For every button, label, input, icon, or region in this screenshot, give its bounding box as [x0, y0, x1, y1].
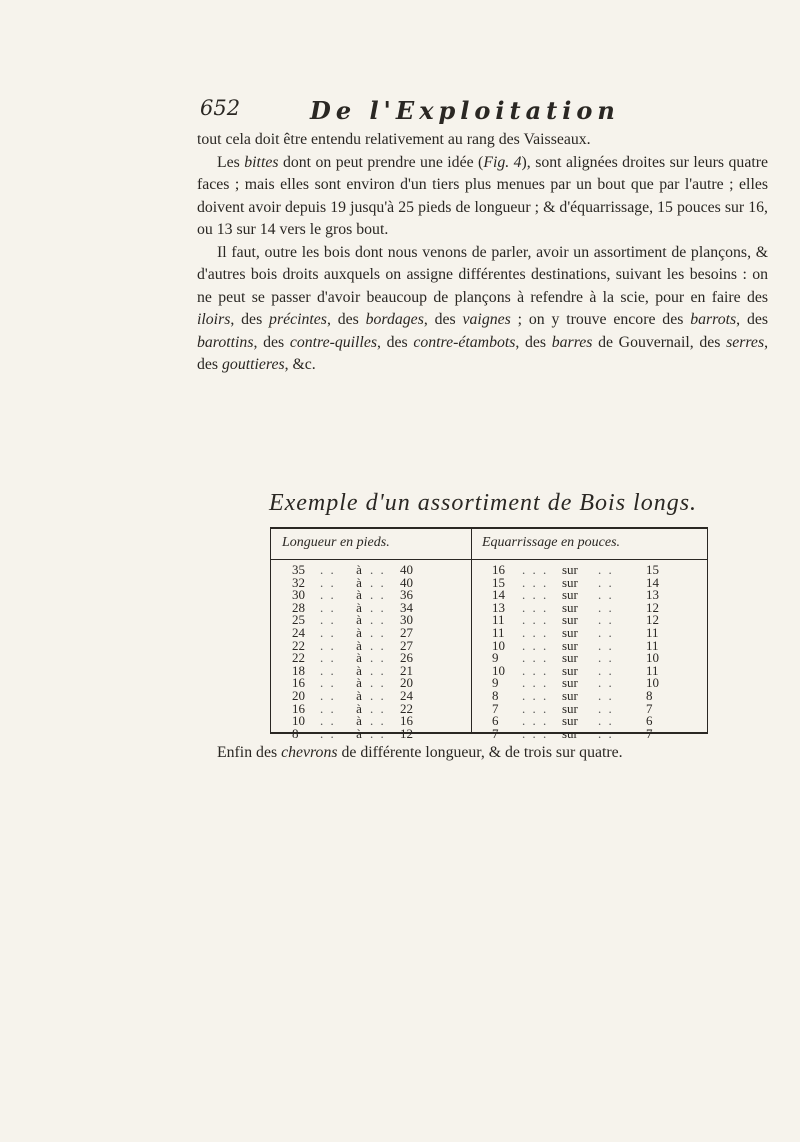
- leader-dots: . .: [370, 562, 386, 577]
- word-a: à: [356, 612, 362, 628]
- length-to: 27: [400, 637, 413, 653]
- length-from: 25: [292, 612, 305, 628]
- leader-dots: . .: [370, 624, 386, 640]
- length-to: 24: [400, 687, 413, 703]
- leader-dots: . .: [370, 713, 386, 729]
- text-run: , des: [376, 333, 414, 351]
- leader-dots: . . .: [522, 599, 549, 615]
- leader-dots: . .: [320, 700, 336, 716]
- paragraph: [197, 152, 768, 242]
- squaring-a: 6: [492, 713, 499, 729]
- text-run: Enfin des: [217, 744, 282, 761]
- length-to: 40: [400, 574, 413, 590]
- leader-dots: . .: [320, 637, 336, 653]
- italic-term: bordages: [365, 311, 424, 328]
- leader-dots: . . .: [522, 675, 549, 691]
- leader-dots: . .: [320, 725, 336, 741]
- leader-dots: . . .: [522, 713, 549, 729]
- word-a: à: [356, 599, 362, 615]
- leader-dots: . .: [598, 725, 614, 741]
- length-from: 30: [292, 587, 305, 603]
- leader-dots: . .: [598, 599, 614, 615]
- word-a: à: [356, 687, 362, 703]
- leader-dots: . .: [598, 700, 614, 716]
- length-from: 24: [292, 624, 305, 640]
- leader-dots: . . .: [522, 650, 549, 666]
- squaring-b: 7: [646, 700, 653, 716]
- word-a: à: [356, 725, 362, 741]
- text-run: dont on peut prendre une idée (: [278, 153, 484, 171]
- leader-dots: . .: [598, 612, 614, 628]
- leader-dots: . .: [320, 650, 336, 666]
- squaring-a: 9: [492, 650, 499, 666]
- leader-dots: . .: [598, 662, 614, 678]
- header-rule: [270, 559, 708, 560]
- text-run: de Gouvernail, des: [592, 333, 727, 351]
- word-a: à: [356, 637, 362, 653]
- italic-term: contre-étambots: [413, 333, 516, 351]
- squaring-a: 10: [492, 637, 505, 653]
- length-to: 26: [400, 650, 413, 666]
- squaring-b: 12: [646, 612, 659, 628]
- leader-dots: . .: [320, 624, 336, 640]
- length-from: 16: [292, 675, 305, 691]
- italic-term: barres: [551, 333, 593, 351]
- leader-dots: . . .: [522, 624, 549, 640]
- text-run: de différente longueur, & de trois sur quatre.: [337, 744, 623, 761]
- word-a: à: [356, 700, 362, 716]
- leader-dots: . .: [320, 687, 336, 703]
- squaring-a: 14: [492, 587, 505, 603]
- leader-dots: . .: [320, 574, 336, 590]
- length-from: 20: [292, 687, 305, 703]
- leader-dots: . .: [320, 675, 336, 691]
- word-sur: sur: [562, 587, 578, 603]
- text-run: , des: [736, 311, 768, 328]
- word-a: à: [356, 713, 362, 729]
- leader-dots: . .: [598, 687, 614, 703]
- running-head: [200, 96, 660, 130]
- length-from: 18: [292, 662, 305, 678]
- paragraph: [197, 129, 768, 152]
- leader-dots: . .: [370, 725, 386, 741]
- squaring-a: 16: [492, 562, 505, 577]
- paragraph: [197, 242, 768, 377]
- italic-term: Fig. 4: [483, 153, 522, 171]
- leader-dots: . .: [598, 624, 614, 640]
- text-run: Il faut, outre les bois dont nous venons de parler, avoir un assortiment de plançons, & d'autres bois droits auxquels on assigne différentes destinations, suivant les besoins : on ne peut se passer d'avoir beaucoup de plançons à refendre à la scie, pour en faire des: [197, 243, 768, 306]
- length-to: 30: [400, 612, 413, 628]
- squaring-b: 10: [646, 650, 659, 666]
- word-sur: sur: [562, 637, 578, 653]
- text-run: ), sont alignées droites sur leurs quatre faces ; mais elles sont environ d'un tiers plus menues par un bout que par l'autre ; elles doivent avoir depuis 19 jusqu'à 25 pieds de longueur ; & d'équarrissage, 15 pouces sur 16, ou 13 sur 14 vers le gros bout.: [197, 153, 768, 238]
- squaring-b: 12: [646, 599, 659, 615]
- leader-dots: . .: [598, 587, 614, 603]
- length-to: 36: [400, 587, 413, 603]
- squaring-b: 11: [646, 637, 659, 653]
- text-run: tout cela doit être entendu relativement au rang des Vaisseaux.: [197, 131, 591, 148]
- assortment-table: [270, 527, 708, 741]
- squaring-a: 9: [492, 675, 499, 691]
- italic-term: barottins: [197, 333, 254, 351]
- word-sur: sur: [562, 675, 578, 691]
- squaring-a: 10: [492, 662, 505, 678]
- squaring-b: 15: [646, 562, 659, 577]
- squaring-b: 7: [646, 725, 653, 741]
- italic-term: vaignes: [462, 311, 511, 328]
- text-run: , des: [326, 311, 366, 328]
- leader-dots: . .: [370, 650, 386, 666]
- length-to: 40: [400, 562, 413, 577]
- length-to: 22: [400, 700, 413, 716]
- word-a: à: [356, 587, 362, 603]
- length-to: 34: [400, 599, 413, 615]
- column-header-squaring: Equarrissage en pouces.: [482, 535, 621, 550]
- word-a: à: [356, 650, 362, 666]
- leader-dots: . .: [370, 599, 386, 615]
- leader-dots: . .: [370, 612, 386, 628]
- length-from: 35: [292, 562, 305, 577]
- leader-dots: . . .: [522, 587, 549, 603]
- leader-dots: . .: [370, 574, 386, 590]
- leader-dots: . .: [320, 562, 336, 577]
- text-run: ; on y trouve encore des: [510, 311, 691, 328]
- italic-term: contre-quilles: [289, 333, 377, 351]
- leader-dots: . . .: [522, 700, 549, 716]
- word-sur: sur: [562, 725, 578, 741]
- length-from: 32: [292, 574, 305, 590]
- italic-term: bittes: [244, 153, 279, 171]
- length-to: 20: [400, 675, 413, 691]
- word-sur: sur: [562, 687, 578, 703]
- leader-dots: . .: [370, 587, 386, 603]
- leader-dots: . . .: [522, 687, 549, 703]
- italic-term: serres: [726, 333, 765, 351]
- leader-dots: . . .: [522, 725, 549, 741]
- running-head-title: De l'Exploitation: [310, 96, 620, 125]
- italic-term: précintes: [269, 311, 327, 328]
- leader-dots: . .: [370, 675, 386, 691]
- squaring-b: 14: [646, 574, 659, 590]
- squaring-b: 8: [646, 687, 653, 703]
- word-sur: sur: [562, 562, 578, 577]
- leader-dots: . . .: [522, 574, 549, 590]
- table-rows: [270, 564, 708, 740]
- leader-dots: . . .: [522, 637, 549, 653]
- leader-dots: . .: [598, 713, 614, 729]
- squaring-b: 6: [646, 713, 653, 729]
- text-run: , &c.: [284, 356, 316, 373]
- word-a: à: [356, 574, 362, 590]
- text-run: , des: [253, 333, 290, 351]
- squaring-a: 7: [492, 700, 499, 716]
- squaring-a: 15: [492, 574, 505, 590]
- italic-term: iloirs: [197, 311, 231, 328]
- italic-term: barrots: [690, 311, 737, 328]
- table-row: [270, 725, 708, 741]
- length-to: 21: [400, 662, 413, 678]
- leader-dots: . .: [320, 662, 336, 678]
- word-a: à: [356, 662, 362, 678]
- length-to: 27: [400, 624, 413, 640]
- length-from: 8: [292, 725, 299, 741]
- italic-term: gouttieres: [222, 356, 285, 373]
- closing-paragraph: [197, 742, 768, 765]
- length-from: 10: [292, 713, 305, 729]
- squaring-b: 11: [646, 662, 659, 678]
- squaring-a: 8: [492, 687, 499, 703]
- squaring-a: 7: [492, 725, 499, 741]
- leader-dots: . .: [598, 574, 614, 590]
- body-text: [197, 129, 768, 377]
- length-from: 22: [292, 637, 305, 653]
- length-from: 28: [292, 599, 305, 615]
- length-to: 16: [400, 713, 413, 729]
- squaring-a: 13: [492, 599, 505, 615]
- squaring-b: 13: [646, 587, 659, 603]
- word-sur: sur: [562, 662, 578, 678]
- word-a: à: [356, 624, 362, 640]
- leader-dots: . .: [370, 687, 386, 703]
- leader-dots: . .: [370, 700, 386, 716]
- text-run: , des: [423, 311, 463, 328]
- leader-dots: . .: [598, 650, 614, 666]
- paragraph: [197, 742, 768, 765]
- section-title: Exemple d'un assortiment de Bois longs.: [268, 490, 698, 516]
- leader-dots: . .: [370, 637, 386, 653]
- leader-dots: . . .: [522, 662, 549, 678]
- squaring-b: 10: [646, 675, 659, 691]
- leader-dots: . .: [320, 713, 336, 729]
- word-a: à: [356, 562, 362, 577]
- word-a: à: [356, 675, 362, 691]
- text-run: , des: [230, 311, 270, 328]
- text-run: Les: [217, 153, 245, 171]
- italic-term: chevrons: [281, 744, 338, 761]
- leader-dots: . .: [598, 562, 614, 577]
- word-sur: sur: [562, 650, 578, 666]
- length-to: 12: [400, 725, 413, 741]
- squaring-a: 11: [492, 624, 505, 640]
- leader-dots: . .: [320, 587, 336, 603]
- word-sur: sur: [562, 624, 578, 640]
- word-sur: sur: [562, 612, 578, 628]
- leader-dots: . . .: [522, 562, 549, 577]
- length-from: 22: [292, 650, 305, 666]
- text-run: , des: [515, 333, 552, 351]
- leader-dots: . . .: [522, 612, 549, 628]
- leader-dots: . .: [370, 662, 386, 678]
- squaring-a: 11: [492, 612, 505, 628]
- leader-dots: . .: [320, 599, 336, 615]
- leader-dots: . .: [598, 675, 614, 691]
- squaring-b: 11: [646, 624, 659, 640]
- word-sur: sur: [562, 713, 578, 729]
- word-sur: sur: [562, 599, 578, 615]
- column-header-length: Longueur en pieds.: [282, 535, 390, 550]
- word-sur: sur: [562, 574, 578, 590]
- word-sur: sur: [562, 700, 578, 716]
- text-run: , des: [197, 333, 769, 373]
- leader-dots: . .: [320, 612, 336, 628]
- leader-dots: . .: [598, 637, 614, 653]
- page-number: 652: [200, 96, 241, 120]
- length-from: 16: [292, 700, 305, 716]
